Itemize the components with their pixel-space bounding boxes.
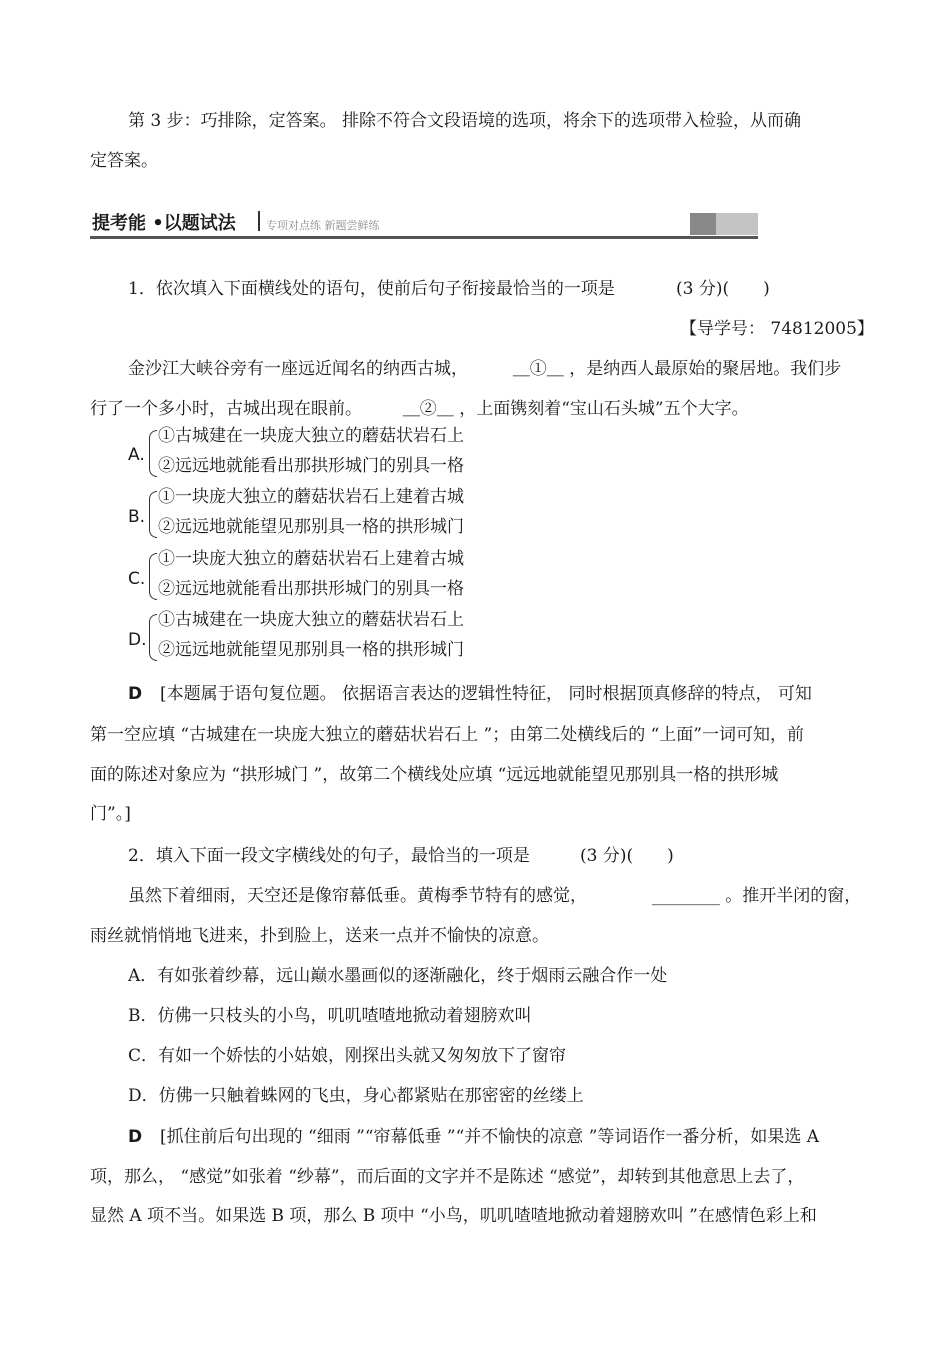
section-subtitle: 专项对点练 新题尝鲜练 — [266, 219, 380, 232]
q2-option-c: C．有如一个娇怯的小姑娘，刚探出头就又匆匆放下了窗帘 — [128, 1046, 567, 1066]
q1-passage-line2 — [90, 398, 749, 420]
q1-option-d-line2: ②远远地就能望见那别具一格的拱形城门 — [158, 640, 464, 660]
header-dark-block — [690, 213, 716, 235]
q1-explanation-line1: [本题属于语句复位题。 依据语言表达的逻辑性特征， 同时根据顶真修辞的特点， 可知 — [160, 684, 812, 704]
q1-answer: D — [128, 684, 143, 704]
q1-option-b-label: B. — [128, 507, 146, 527]
brace-icon — [149, 614, 157, 661]
q1-option-a-line2: ②远远地就能看出那拱形城门的别具一格 — [158, 456, 464, 476]
q1-option-d-label: D. — [128, 630, 147, 650]
q2-passage-line2: 雨丝就悄悄地飞进来，扑到脸上，送来一点并不愉快的凉意。 — [90, 926, 549, 946]
q1-option-d-line1: ①古城建在一块庞大独立的蘑菇状岩石上 — [158, 610, 464, 630]
q2-explanation-line1: [抓住前后句出现的 “细雨 ”“帘幕低垂 ”“并不愉快的凉意 ”等词语作一番分析，如果选 A — [160, 1127, 820, 1147]
q1-option-c-label: C. — [128, 569, 146, 589]
q1-passage-text: ，上面镌刻着“宝山石头城”五个大字。 — [459, 399, 749, 419]
q1-option-b-line1: ①一块庞大独立的蘑菇状岩石上建着古城 — [158, 487, 464, 507]
q2-passage-text: 。推开半闭的窗， — [725, 886, 862, 906]
step3-line1: 第 3 步：巧排除，定答案。 排除不符合文段语境的选项，将余下的选项带入检验，从而确 — [128, 111, 802, 131]
brace-icon — [149, 430, 157, 477]
q2-passage-text: 虽然下着细雨，天空还是像帘幕低垂。黄梅季节特有的感觉， — [128, 886, 587, 906]
q1-option-b-line2: ②远远地就能望见那别具一格的拱形城门 — [158, 517, 464, 537]
brace-icon — [149, 491, 157, 538]
q1-passage-text: 行了一个多小时，古城出现在眼前。 — [90, 399, 362, 419]
q1-guide-number: 【导学号： 74812005】 — [680, 319, 874, 339]
q1-passage-line1 — [128, 358, 841, 380]
q1-stem: 1．依次填入下面横线处的语句，使前后句子衔接最恰当的一项是 — [128, 279, 615, 299]
q1-passage-text: ，是纳西人最原始的聚居地。我们步 — [569, 359, 842, 379]
q2-answer: D — [128, 1127, 143, 1147]
q2-score: (3 分)( ) — [580, 846, 674, 866]
step3-line2: 定答案。 — [90, 151, 158, 171]
section-title: 提考能 •以题试法 — [92, 213, 236, 234]
q2-explanation-line2: 项，那么， “感觉”如张着 “纱幕”，而后面的文字并不是陈述 “感觉”，却转到其他意思上去了， — [90, 1167, 805, 1187]
q2-explanation-line3: 显然 A 项不当。如果选 B 项，那么 B 项中 “小鸟，叽叽喳喳地掀动着翅膀欢叫 ”在感情色彩上和 — [90, 1206, 817, 1226]
q2-option-a: A．有如张着纱幕，远山巅水墨画似的逐渐融化，终于烟雨云融合作一处 — [128, 966, 668, 986]
q1-blank-2: ＿②＿ — [402, 399, 454, 419]
q1-passage-text: 金沙江大峡谷旁有一座远近闻名的纳西古城， — [128, 359, 468, 379]
section-header — [90, 205, 760, 239]
q2-option-b: B．仿佛一只枝头的小鸟，叽叽喳喳地掀动着翅膀欢叫 — [128, 1006, 532, 1026]
q1-explanation-line3: 面的陈述对象应为 “拱形城门 ”，故第二个横线处应填 “远远地就能望见那别具一格的拱形城 — [90, 765, 779, 785]
q2-passage-line1 — [128, 885, 861, 907]
q1-option-a-line1: ①古城建在一块庞大独立的蘑菇状岩石上 — [158, 426, 464, 446]
q1-score: (3 分)( ) — [676, 279, 770, 299]
q2-stem: 2．填入下面一段文字横线处的句子，最恰当的一项是 — [128, 846, 530, 866]
q1-option-c-line2: ②远远地就能看出那拱形城门的别具一格 — [158, 579, 464, 599]
section-divider — [258, 211, 260, 231]
q1-option-c-line1: ①一块庞大独立的蘑菇状岩石上建着古城 — [158, 549, 464, 569]
q2-blank: ________ — [651, 886, 720, 906]
header-light-block — [716, 213, 758, 235]
q1-explanation-line2: 第一空应填 “古城建在一块庞大独立的蘑菇状岩石上 ”；由第二处横线后的 “上面”一词可知，前 — [90, 725, 804, 745]
q1-explanation-line4: 门”。] — [90, 804, 131, 824]
q1-option-a-label: A. — [128, 445, 145, 465]
q1-blank-1: ＿①＿ — [512, 359, 564, 379]
q2-option-d: D．仿佛一只触着蛛网的飞虫，身心都紧贴在那密密的丝缕上 — [128, 1086, 584, 1106]
header-rule — [90, 236, 758, 239]
brace-icon — [149, 553, 157, 600]
